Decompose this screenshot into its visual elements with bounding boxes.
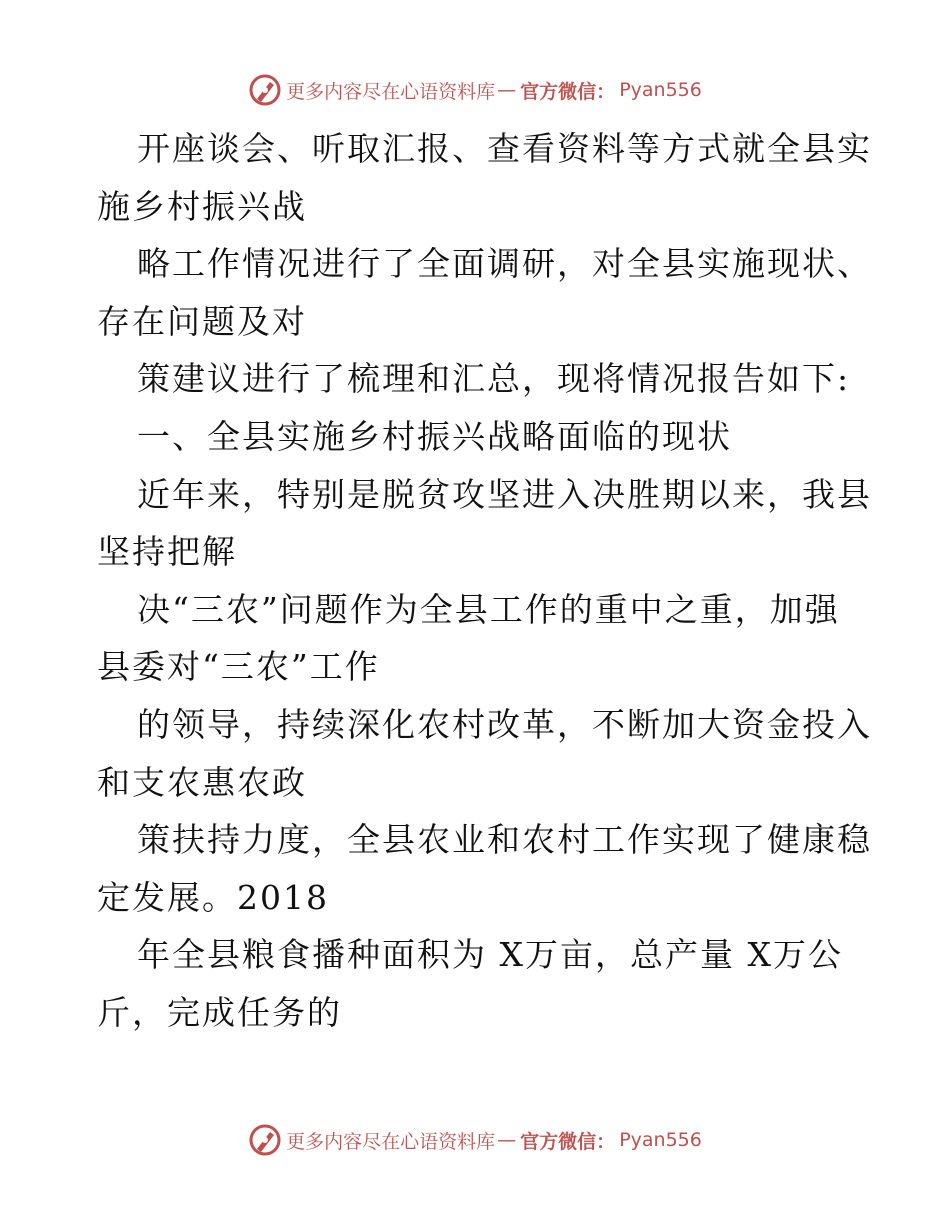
wechat-label: 官方微信： bbox=[520, 1130, 616, 1153]
header-banner bbox=[0, 70, 950, 110]
body-line: 略工作情况进行了全面调研，对全县实施现状、 bbox=[137, 244, 872, 284]
document-body bbox=[97, 120, 872, 1042]
body-line: 策建议进行了梳理和汇总，现将情况报告如下: bbox=[137, 359, 851, 399]
body-line: 策扶持力度，全县农业和农村工作实现了健康稳 bbox=[137, 820, 872, 860]
body-line: 存在问题及对 bbox=[97, 301, 307, 341]
wechat-id: Pyan556 bbox=[619, 79, 702, 101]
body-line: 开座谈会、听取汇报、查看资料等方式就全县实 bbox=[137, 129, 872, 168]
wechat-id: Pyan556 bbox=[619, 1129, 702, 1151]
pen-circle-logo-icon bbox=[248, 73, 282, 107]
body-line: 近年来，特别是脱贫攻坚进入决胜期以来，我县 bbox=[137, 474, 872, 514]
wechat-label: 官方微信： bbox=[520, 80, 616, 103]
pen-circle-logo-icon bbox=[248, 1123, 282, 1157]
body-line: 县委对“三农”工作 bbox=[97, 647, 380, 687]
body-line: 年全县粮食播种面积为 X万亩，总产量 X万公 bbox=[137, 935, 843, 975]
section-heading: 一、全县实施乡村振兴战略面临的现状 bbox=[137, 416, 732, 456]
banner-text: 更多内容尽在心语资料库 bbox=[286, 1130, 496, 1153]
body-line: 定发展。2018 bbox=[97, 877, 329, 917]
banner-separator: — bbox=[497, 1129, 517, 1151]
footer-banner bbox=[0, 1120, 950, 1160]
body-line: 斤，完成任务的 bbox=[97, 992, 342, 1032]
banner-separator: — bbox=[497, 79, 517, 101]
banner-text: 更多内容尽在心语资料库 bbox=[286, 80, 496, 103]
body-line: 的领导，持续深化农村改革，不断加大资金投入 bbox=[137, 704, 872, 744]
body-line: 施乡村振兴战 bbox=[97, 186, 307, 226]
body-line: 决“三农”问题作为全县工作的重中之重，加强 bbox=[137, 589, 840, 629]
body-line: 坚持把解 bbox=[97, 532, 237, 572]
body-line: 和支农惠农政 bbox=[97, 762, 307, 802]
